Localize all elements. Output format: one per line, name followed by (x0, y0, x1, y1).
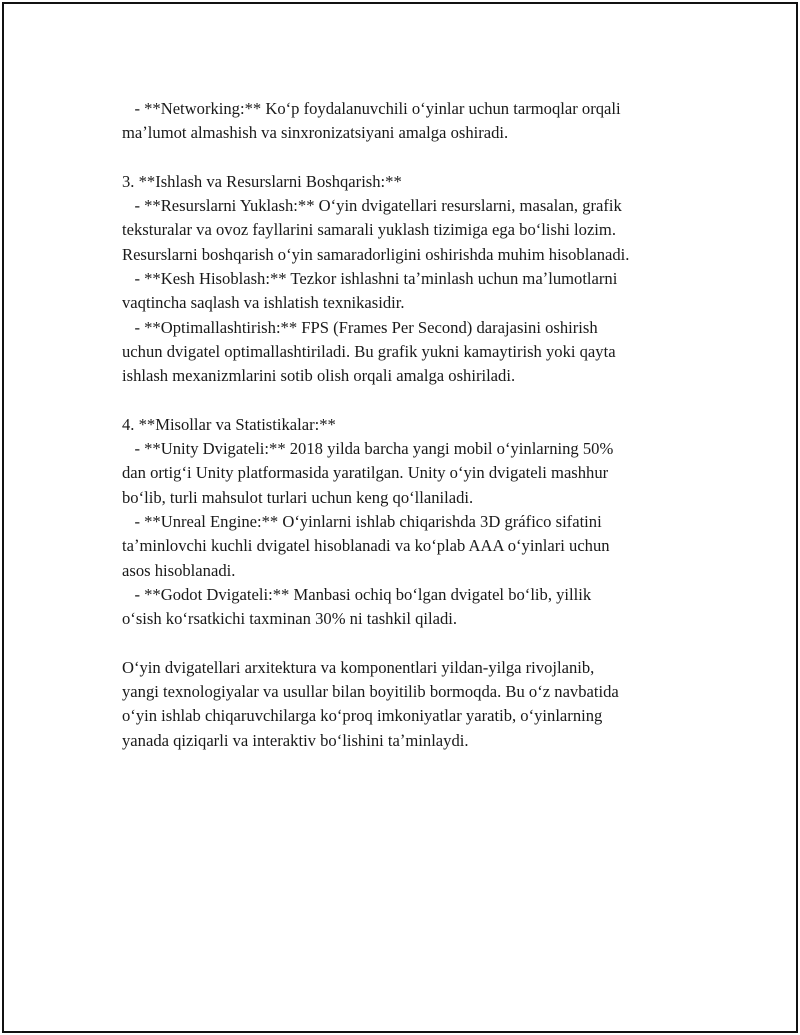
text-line: oʻyin ishlab chiqaruvchilarga koʻproq imkoniyatlar yaratib, oʻyinlarning (122, 706, 603, 726)
text-line: teksturalar va ovoz fayllarini samarali yuklash tizimiga ega boʻlishi lozim. (122, 220, 616, 240)
paragraph (122, 413, 702, 632)
text-line: boʻlib, turli mahsulot turlari uchun keng qoʻllaniladi. (122, 487, 474, 507)
text-line: taʼminlovchi kuchli dvigatel hisoblanadi va koʻplab AAA oʻyinlari uchun (122, 536, 610, 556)
paragraph-spacer (122, 632, 702, 656)
text-line: maʼlumot almashish va sinxronizatsiyani amalga oshiradi. (122, 123, 509, 143)
text-line: - **Godot Dvigateli:** Manbasi ochiq boʻlgan dvigatel boʻlib, yillik (122, 584, 592, 604)
paragraph (122, 97, 702, 146)
text-line: asos hisoblanadi. (122, 560, 236, 580)
text-line: - **Optimallashtirish:** FPS (Frames Per Second) darajasini oshirish (122, 317, 598, 337)
paragraph (122, 170, 702, 389)
text-line: 3. **Ishlash va Resurslarni Boshqarish:** (122, 171, 402, 191)
text-line: vaqtincha saqlash va ishlatish texnikasidir. (122, 293, 405, 313)
page-frame (2, 2, 798, 1033)
text-line: yangi texnologiyalar va usullar bilan boyitilib bormoqda. Bu oʻz navbatida (122, 682, 619, 702)
text-line: - **Kesh Hisoblash:** Tezkor ishlashni taʼminlash uchun maʼlumotlarni (122, 269, 618, 289)
text-line: dan ortigʻi Unity platformasida yaratilgan. Unity oʻyin dvigateli mashhur (122, 463, 609, 483)
text-line: - **Resurslarni Yuklash:** Oʻyin dvigatellari resurslarni, masalan, grafik (122, 196, 622, 216)
text-line: 4. **Misollar va Statistikalar:** (122, 414, 336, 434)
paragraph-spacer (122, 389, 702, 413)
document-body (122, 97, 702, 753)
paragraph-spacer (122, 146, 702, 170)
text-line: yanada qiziqarli va interaktiv boʻlishini taʼminlaydi. (122, 730, 469, 750)
text-line: oʻsish koʻrsatkichi taxminan 30% ni tashkil qiladi. (122, 609, 458, 629)
text-line: Resurslarni boshqarish oʻyin samaradorligini oshirishda muhim hisoblanadi. (122, 244, 630, 264)
text-line: - **Networking:** Koʻp foydalanuvchili oʻyinlar uchun tarmoqlar orqali (122, 99, 621, 118)
text-line: - **Unreal Engine:** Oʻyinlarni ishlab chiqarishda 3D gráfico sifatini (122, 512, 602, 532)
paragraph (122, 656, 702, 753)
text-line: ishlash mexanizmlarini sotib olish orqali amalga oshiriladi. (122, 366, 516, 386)
text-line: uchun dvigatel optimallashtiriladi. Bu grafik yukni kamaytirish yoki qayta (122, 341, 616, 361)
text-line: Oʻyin dvigatellari arxitektura va komponentlari yildan-yilga rivojlanib, (122, 657, 595, 677)
text-line: - **Unity Dvigateli:** 2018 yilda barcha yangi mobil oʻyinlarning 50% (122, 439, 614, 459)
